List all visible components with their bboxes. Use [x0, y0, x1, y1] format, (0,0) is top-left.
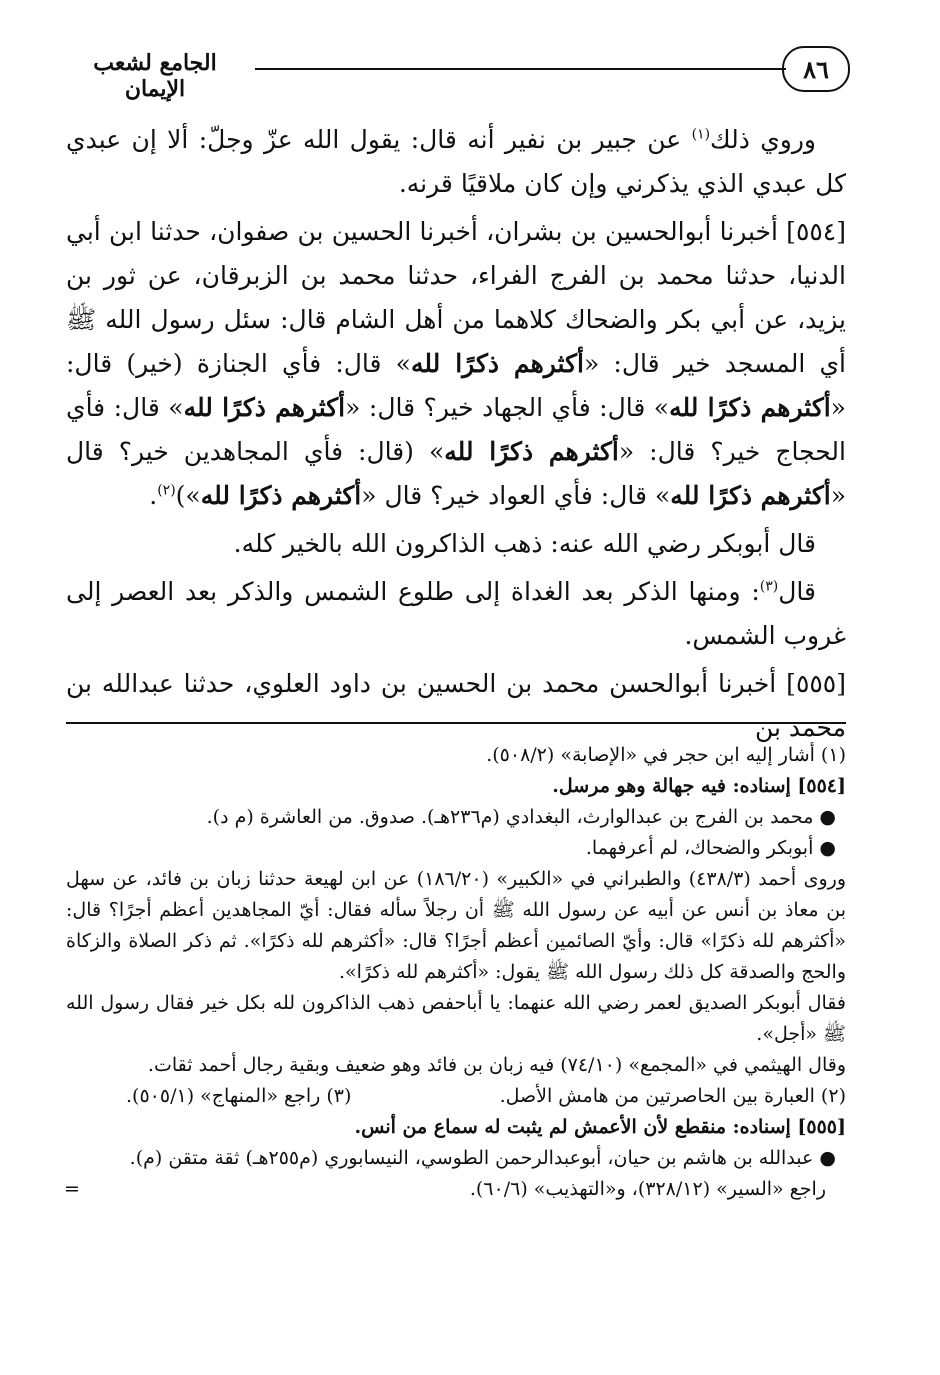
footnotes: [66, 740, 846, 1205]
footnote-555-heading: [٥٥٥] إسناده: منقطع لأن الأعمش لم يثبت له سماع من أنس.: [354, 1116, 846, 1138]
paragraph-hadith-555: [٥٥٥] أخبرنا أبوالحسن محمد بن الحسين بن داود العلوي، حدثنا عبدالله بن محمد بن: [66, 669, 846, 742]
footnote-ref-1[interactable]: (١): [691, 126, 711, 143]
running-title: الجامع لشعب الإيمان: [93, 50, 217, 102]
footnote-ref-2[interactable]: (٢): [157, 482, 176, 499]
main-text: [66, 118, 846, 754]
footnote-555-text-1: راجع «السير» (٣٢٨/١٢)، و«التهذيب» (٦٠/٦). =: [66, 1174, 846, 1205]
footnote-555-bullet-1: ● عبدالله بن هاشم بن حيان، أبوعبدالرحمن الطوسي، النيسابوري (م٢٥٥هـ) ثقة متقن (م).: [129, 1147, 836, 1169]
footnote-1: (١) أشار إليه ابن حجر في «الإصابة» (٥٠٨/٢).: [486, 744, 846, 766]
footnote-554-text-1: وروى أحمد (٤٣٨/٣) والطبراني في «الكبير» (١٨٦/٢٠) عن ابن لهيعة حدثنا زبان بن فائد، عن سهل بن معاذ بن أنس عن أبيه عن رسول الله ﷺ أن رجلاً سأله فقال: أيّ المجاهدين أعظم أجرًا؟ قال: «أكثرهم لله ذكرًا» قال: وأيّ الصائمين أعظم أجرًا؟ قال: «أكثرهم لله ذكرًا». ثم ذكر الصلاة والزكاة والحج والصدقة كل ذلك رسول الله ﷺ يقول: «أكثرهم لله ذكرًا».: [66, 868, 846, 983]
footnote-554-bullet-1: ● محمد بن الفرج بن عبدالوارث، البغدادي (م٢٣٦هـ). صدوق. من العاشرة (م د).: [206, 806, 836, 828]
footnote-554-heading: [٥٥٤] إسناده: فيه جهالة وهو مرسل.: [552, 775, 846, 797]
footnote-ref-3[interactable]: (٣): [759, 578, 779, 595]
page-header: [60, 42, 850, 102]
footnote-2-3-row: [66, 1081, 846, 1112]
paragraph-4: قال$^{(٣)}$: ومنها الذكر بعد الغداة إلى طلوع الشمس والذكر بعد العصر إلى غروب الشمس.: [66, 577, 846, 650]
paragraph-hadith-554: [٥٥٤] أخبرنا أبوالحسين بن بشران، أخبرنا الحسين بن صفوان، حدثنا ابن أبي الدنيا، حدثنا محمد بن الفرج الفراء، حدثنا محمد بن الزبرقان، عن ثور بن يزيد، عن أبي بكر والضحاك كلاهما من أهل الشام قال: سئل رسول الله ﷺ أي المسجد خير قال: «أكثرهم ذكرًا لله» قال: فأي الجنازة (خير) قال: «أكثرهم ذكرًا لله» قال: فأي الجهاد خير؟ قال: «أكثرهم ذكرًا لله» قال: فأي الحجاج خير؟ قال: «أكثرهم ذكرًا لله» (قال: فأي المجاهدين خير؟ قال «أكثرهم ذكرًا لله» قال: فأي العواد خير؟ قال «أكثرهم ذكرًا لله»)$^{(٢)}$.: [66, 217, 846, 510]
header-rule: [255, 68, 786, 70]
footnote-554-text-3: وقال الهيثمي في «المجمع» (٧٤/١٠) فيه زبان بن فائد وهو ضعيف وبقية رجال أحمد ثقات.: [147, 1054, 846, 1076]
footnote-3: (٣) راجع «المنهاج» (٥٠٥/١).: [126, 1085, 352, 1107]
continuation-mark: =: [64, 1178, 80, 1200]
footnote-divider: [66, 722, 846, 724]
paragraph-3: قال أبوبكر رضي الله عنه: ذهب الذاكرون الله بالخير كله.: [233, 529, 816, 558]
page-number: ٨٦: [782, 46, 850, 92]
footnote-554-text-2: فقال أبوبكر الصديق لعمر رضي الله عنهما: يا أباحفص ذهب الذاكرون لله بكل خير فقال رسول الله ﷺ «أجل».: [66, 992, 846, 1045]
paragraph-1: وروي ذلك$^{(١)}$ عن جبير بن نفير أنه قال: يقول الله عزّ وجلّ: ألا إن عبدي كل عبدي الذي يذكرني وإن كان ملاقيًا قرنه.: [66, 125, 846, 198]
footnote-2: (٢) العبارة بين الحاصرتين من هامش الأصل.: [499, 1085, 846, 1107]
footnote-554-bullet-2: ● أبوبكر والضحاك، لم أعرفهما.: [585, 837, 836, 859]
